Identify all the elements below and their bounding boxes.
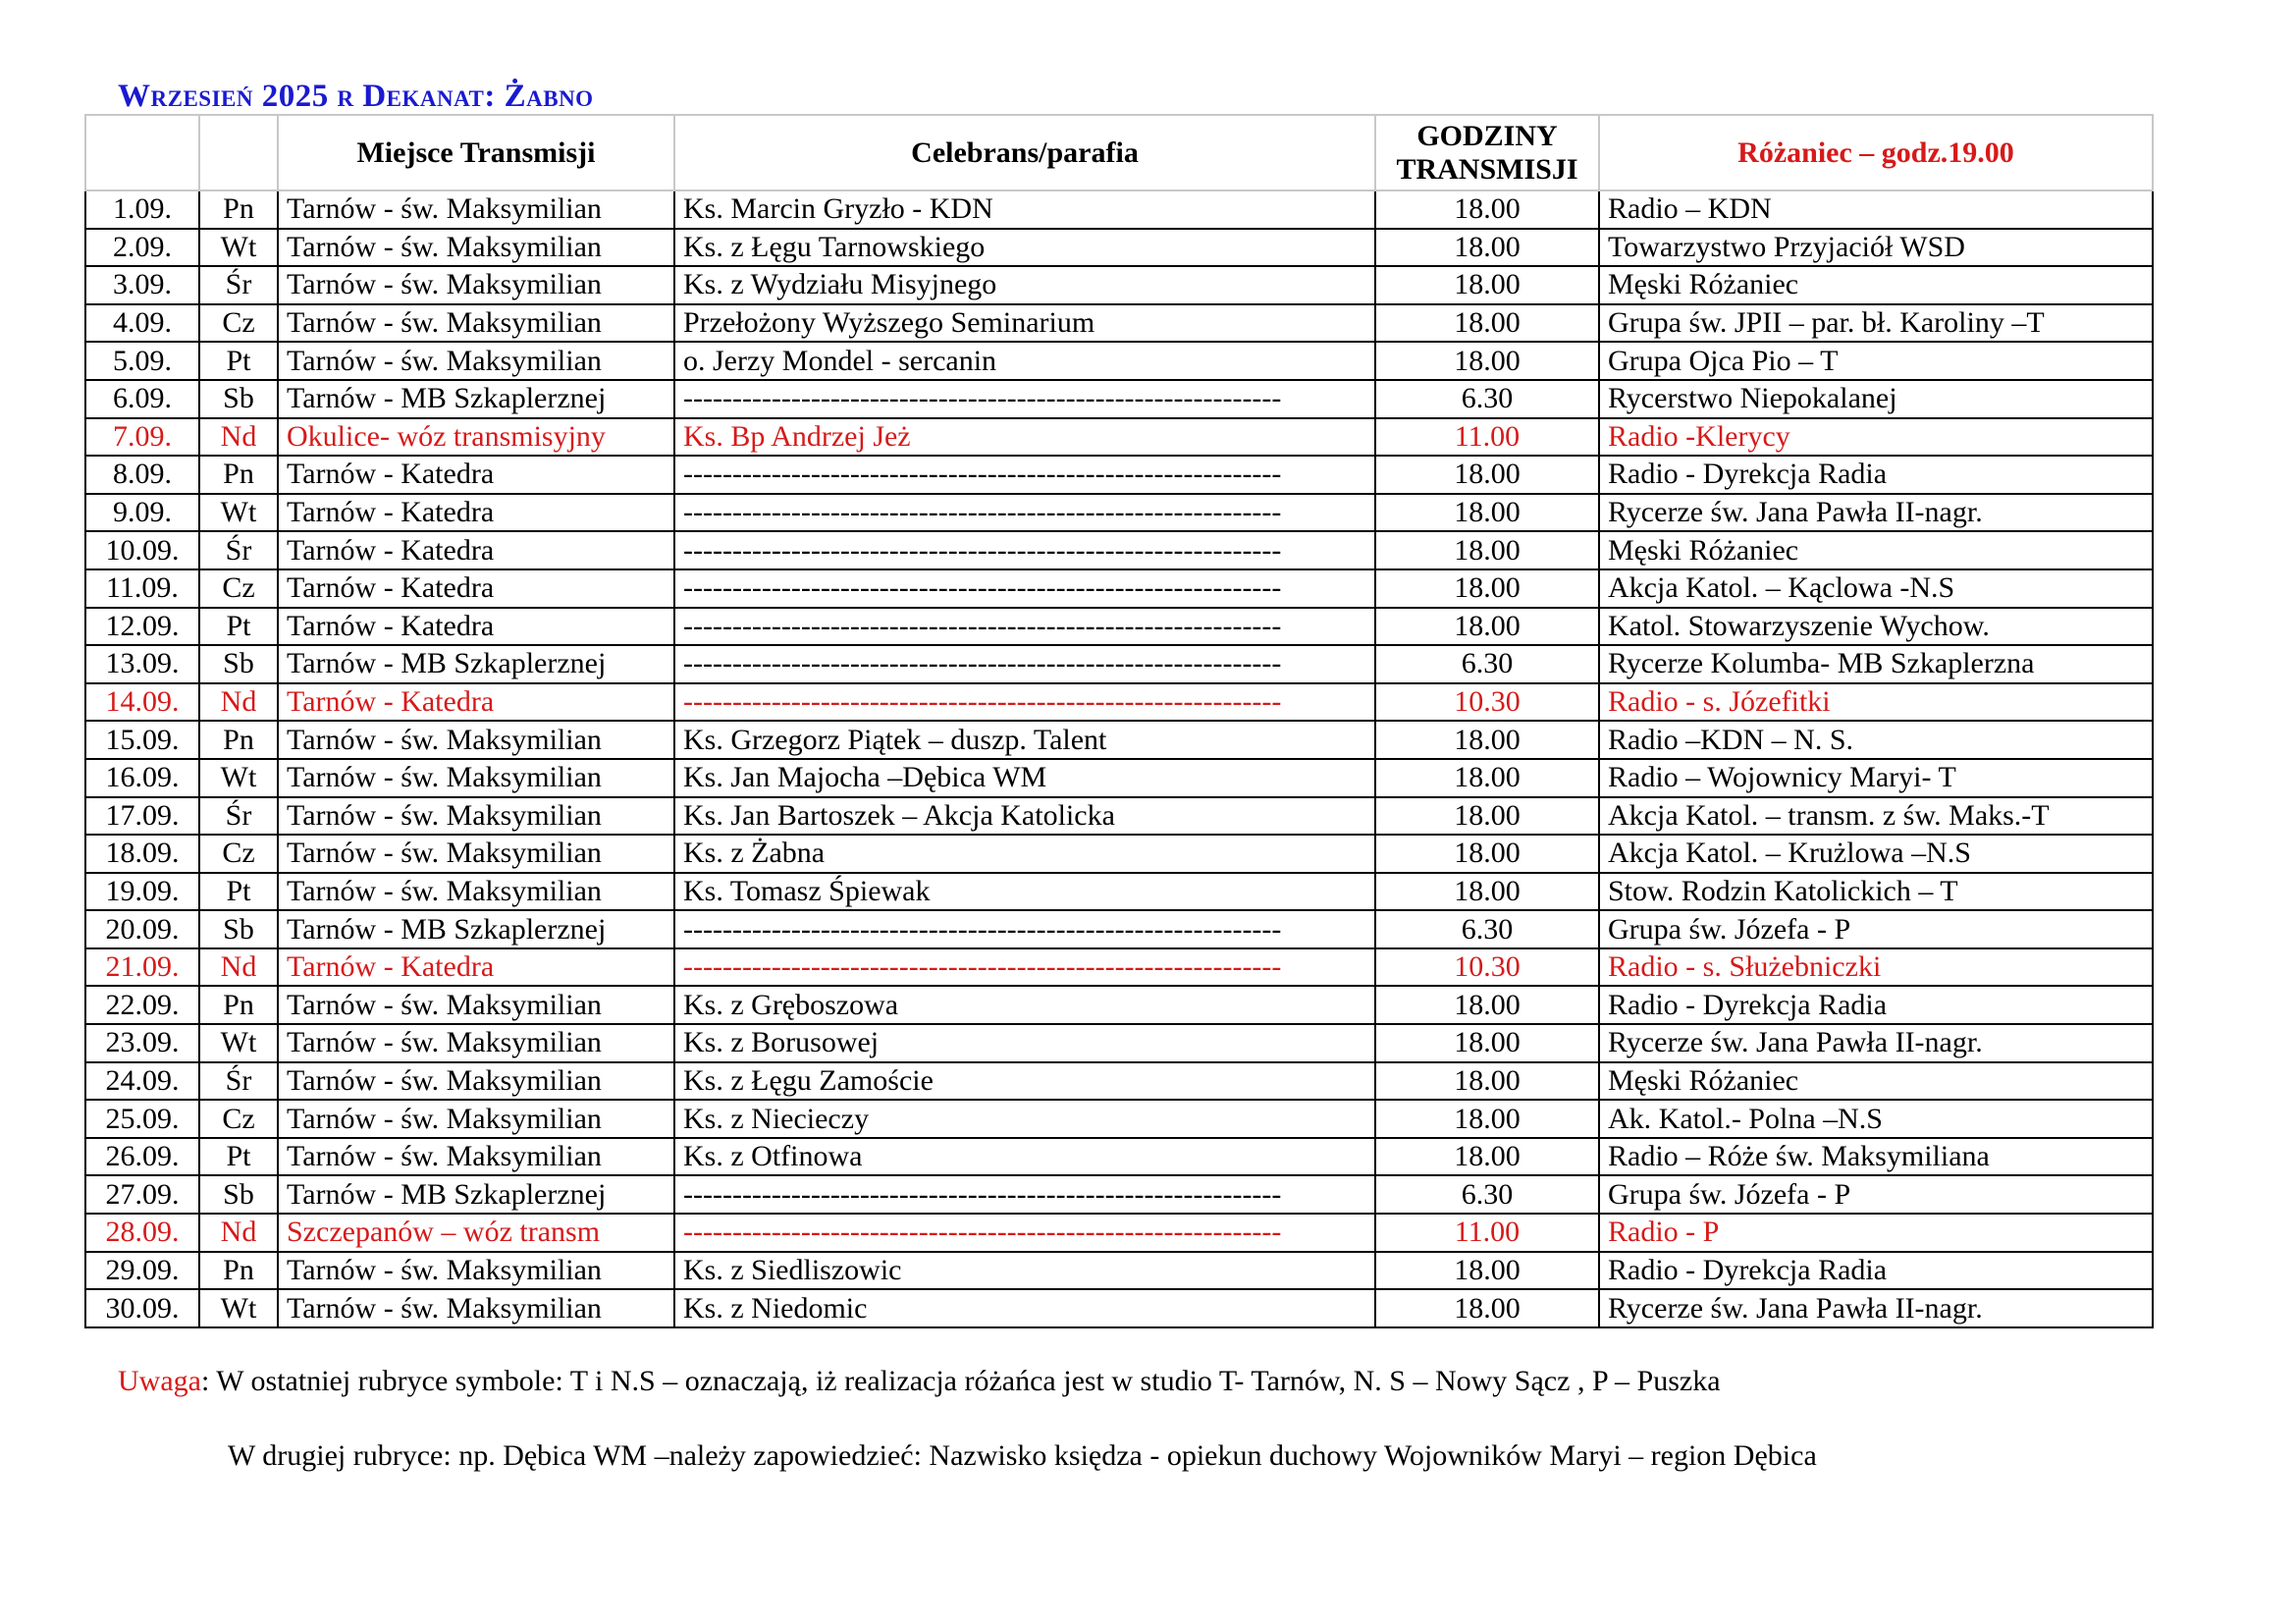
cell-day: Nd [199, 683, 278, 722]
cell-day: Nd [199, 418, 278, 457]
table-row [85, 380, 2153, 418]
cell-celebrant: ------------------------------------------------------------- [674, 531, 1375, 569]
cell-celebrant: Przełożony Wyższego Seminarium [674, 304, 1375, 343]
cell-rosary: Radio - s. Józefitki [1599, 683, 2153, 722]
cell-day: Sb [199, 645, 278, 683]
cell-time: 18.00 [1375, 835, 1599, 873]
cell-rosary: Ak. Katol.- Polna –N.S [1599, 1100, 2153, 1138]
table-row [85, 645, 2153, 683]
cell-time: 6.30 [1375, 1175, 1599, 1214]
page-title: Wrzesień 2025 r Dekanat: Żabno [118, 79, 594, 114]
cell-rosary: Rycerze św. Jana Pawła II-nagr. [1599, 1289, 2153, 1327]
cell-place: Tarnów - św. Maksymilian [278, 835, 674, 873]
cell-place: Tarnów - św. Maksymilian [278, 873, 674, 911]
cell-day: Pt [199, 608, 278, 646]
note-legend-text: : W ostatniej rubryce symbole: T i N.S – oznaczają, iż realizacja różańca jest w studio T- Tarnów, N. S – Nowy Sącz , P – Puszka [200, 1365, 1721, 1397]
cell-celebrant: ------------------------------------------------------------- [674, 608, 1375, 646]
cell-place: Tarnów - św. Maksymilian [278, 229, 674, 267]
cell-rosary: Radio - Dyrekcja Radia [1599, 1252, 2153, 1290]
table-row [85, 721, 2153, 759]
header-hours-line2: TRANSMISJI [1396, 152, 1578, 186]
cell-date: 1.09. [85, 190, 199, 229]
table-row [85, 683, 2153, 722]
cell-day: Sb [199, 380, 278, 418]
cell-time: 18.00 [1375, 986, 1599, 1024]
cell-date: 23.09. [85, 1024, 199, 1062]
cell-date: 28.09. [85, 1214, 199, 1252]
table-row [85, 342, 2153, 380]
note-second-column: W drugiej rubryce: np. Dębica WM –należy zapowiedzieć: Nazwisko księdza - opiekun duchowy Wojowników Maryi – region Dębica [228, 1439, 1817, 1472]
cell-place: Tarnów - Katedra [278, 683, 674, 722]
table-row [85, 910, 2153, 948]
cell-time: 18.00 [1375, 456, 1599, 494]
cell-celebrant: Ks. z Otfinowa [674, 1138, 1375, 1176]
header-hours [1375, 115, 1599, 190]
cell-date: 19.09. [85, 873, 199, 911]
cell-day: Nd [199, 948, 278, 987]
schedule-table [84, 114, 2154, 1328]
cell-celebrant: Ks. Bp Andrzej Jeż [674, 418, 1375, 457]
cell-date: 15.09. [85, 721, 199, 759]
cell-day: Cz [199, 569, 278, 608]
cell-date: 24.09. [85, 1062, 199, 1101]
cell-day: Pt [199, 873, 278, 911]
table-row [85, 759, 2153, 797]
cell-celebrant: Ks. z Niedomic [674, 1289, 1375, 1327]
cell-place: Tarnów - św. Maksymilian [278, 1252, 674, 1290]
cell-time: 18.00 [1375, 721, 1599, 759]
cell-celebrant: ------------------------------------------------------------- [674, 494, 1375, 532]
cell-day: Pt [199, 1138, 278, 1176]
cell-rosary: Radio – Wojownicy Maryi- T [1599, 759, 2153, 797]
cell-rosary: Rycerze św. Jana Pawła II-nagr. [1599, 494, 2153, 532]
cell-date: 14.09. [85, 683, 199, 722]
cell-celebrant: Ks. Grzegorz Piątek – duszp. Talent [674, 721, 1375, 759]
note-label: Uwaga [118, 1365, 201, 1397]
cell-celebrant: Ks. z Łęgu Tarnowskiego [674, 229, 1375, 267]
cell-time: 18.00 [1375, 1289, 1599, 1327]
cell-date: 26.09. [85, 1138, 199, 1176]
cell-rosary: Grupa św. Józefa - P [1599, 1175, 2153, 1214]
cell-day: Pn [199, 721, 278, 759]
cell-time: 18.00 [1375, 1138, 1599, 1176]
cell-celebrant: ------------------------------------------------------------- [674, 645, 1375, 683]
cell-rosary: Radio –KDN – N. S. [1599, 721, 2153, 759]
cell-date: 17.09. [85, 797, 199, 836]
cell-date: 29.09. [85, 1252, 199, 1290]
header-date [85, 115, 199, 190]
cell-place: Szczepanów – wóz transm [278, 1214, 674, 1252]
cell-date: 3.09. [85, 266, 199, 304]
cell-rosary: Grupa św. JPII – par. bł. Karoliny –T [1599, 304, 2153, 343]
cell-date: 21.09. [85, 948, 199, 987]
cell-date: 11.09. [85, 569, 199, 608]
cell-rosary: Katol. Stowarzyszenie Wychow. [1599, 608, 2153, 646]
table-row [85, 1289, 2153, 1327]
cell-time: 18.00 [1375, 1252, 1599, 1290]
cell-celebrant: ------------------------------------------------------------- [674, 380, 1375, 418]
table-row [85, 1024, 2153, 1062]
cell-place: Tarnów - św. Maksymilian [278, 1289, 674, 1327]
cell-place: Tarnów - św. Maksymilian [278, 190, 674, 229]
cell-date: 6.09. [85, 380, 199, 418]
cell-date: 18.09. [85, 835, 199, 873]
cell-date: 16.09. [85, 759, 199, 797]
cell-place: Tarnów - św. Maksymilian [278, 266, 674, 304]
cell-rosary: Radio - s. Służebniczki [1599, 948, 2153, 987]
cell-rosary: Radio - P [1599, 1214, 2153, 1252]
cell-place: Tarnów - św. Maksymilian [278, 759, 674, 797]
cell-place: Tarnów - MB Szkaplerznej [278, 645, 674, 683]
cell-day: Śr [199, 531, 278, 569]
table-row [85, 797, 2153, 836]
cell-place: Tarnów - Katedra [278, 948, 674, 987]
cell-celebrant: Ks. z Żabna [674, 835, 1375, 873]
table-row [85, 1214, 2153, 1252]
table-row [85, 1252, 2153, 1290]
cell-date: 13.09. [85, 645, 199, 683]
cell-rosary: Rycerstwo Niepokalanej [1599, 380, 2153, 418]
cell-time: 18.00 [1375, 229, 1599, 267]
table-row [85, 1175, 2153, 1214]
cell-celebrant: Ks. Jan Majocha –Dębica WM [674, 759, 1375, 797]
cell-celebrant: ------------------------------------------------------------- [674, 910, 1375, 948]
cell-time: 18.00 [1375, 266, 1599, 304]
cell-rosary: Rycerze Kolumba- MB Szkaplerzna [1599, 645, 2153, 683]
cell-time: 18.00 [1375, 797, 1599, 836]
cell-time: 6.30 [1375, 910, 1599, 948]
cell-place: Tarnów - Katedra [278, 494, 674, 532]
table-body [85, 190, 2153, 1327]
cell-time: 11.00 [1375, 1214, 1599, 1252]
cell-place: Tarnów - Katedra [278, 456, 674, 494]
cell-celebrant: Ks. z Gręboszowa [674, 986, 1375, 1024]
cell-date: 9.09. [85, 494, 199, 532]
cell-time: 18.00 [1375, 873, 1599, 911]
cell-date: 20.09. [85, 910, 199, 948]
cell-time: 10.30 [1375, 683, 1599, 722]
cell-date: 8.09. [85, 456, 199, 494]
table-row [85, 569, 2153, 608]
cell-place: Tarnów - św. Maksymilian [278, 797, 674, 836]
table-header-row [85, 115, 2153, 190]
table-row [85, 986, 2153, 1024]
note-legend [118, 1365, 1721, 1398]
cell-rosary: Radio - Dyrekcja Radia [1599, 456, 2153, 494]
cell-date: 5.09. [85, 342, 199, 380]
cell-day: Śr [199, 1062, 278, 1101]
cell-celebrant: Ks. Jan Bartoszek – Akcja Katolicka [674, 797, 1375, 836]
cell-celebrant: o. Jerzy Mondel - sercanin [674, 342, 1375, 380]
cell-date: 10.09. [85, 531, 199, 569]
cell-day: Wt [199, 759, 278, 797]
cell-place: Tarnów - św. Maksymilian [278, 1100, 674, 1138]
cell-day: Cz [199, 835, 278, 873]
cell-place: Tarnów - św. Maksymilian [278, 1024, 674, 1062]
cell-time: 11.00 [1375, 418, 1599, 457]
cell-celebrant: Ks. Tomasz Śpiewak [674, 873, 1375, 911]
cell-day: Wt [199, 494, 278, 532]
table-row [85, 266, 2153, 304]
cell-place: Tarnów - św. Maksymilian [278, 1062, 674, 1101]
cell-rosary: Grupa Ojca Pio – T [1599, 342, 2153, 380]
cell-day: Pt [199, 342, 278, 380]
cell-celebrant: ------------------------------------------------------------- [674, 456, 1375, 494]
cell-time: 18.00 [1375, 569, 1599, 608]
table-row [85, 835, 2153, 873]
table-row [85, 304, 2153, 343]
cell-day: Śr [199, 797, 278, 836]
cell-place: Tarnów - MB Szkaplerznej [278, 380, 674, 418]
cell-place: Tarnów - Katedra [278, 608, 674, 646]
cell-rosary: Męski Różaniec [1599, 266, 2153, 304]
cell-rosary: Rycerze św. Jana Pawła II-nagr. [1599, 1024, 2153, 1062]
table-row [85, 608, 2153, 646]
cell-place: Okulice- wóz transmisyjny [278, 418, 674, 457]
cell-time: 18.00 [1375, 190, 1599, 229]
cell-date: 4.09. [85, 304, 199, 343]
cell-celebrant: Ks. Marcin Gryzło - KDN [674, 190, 1375, 229]
cell-rosary: Akcja Katol. – transm. z św. Maks.-T [1599, 797, 2153, 836]
cell-date: 25.09. [85, 1100, 199, 1138]
cell-time: 18.00 [1375, 1062, 1599, 1101]
cell-place: Tarnów - św. Maksymilian [278, 1138, 674, 1176]
table-row [85, 229, 2153, 267]
cell-celebrant: Ks. z Niecieczy [674, 1100, 1375, 1138]
header-place: Miejsce Transmisji [278, 115, 674, 190]
cell-day: Pn [199, 456, 278, 494]
cell-place: Tarnów - Katedra [278, 569, 674, 608]
cell-rosary: Radio - Dyrekcja Radia [1599, 986, 2153, 1024]
cell-time: 18.00 [1375, 304, 1599, 343]
cell-celebrant: ------------------------------------------------------------- [674, 1175, 1375, 1214]
cell-rosary: Akcja Katol. – Kąclowa -N.S [1599, 569, 2153, 608]
cell-celebrant: Ks. z Łęgu Zamoście [674, 1062, 1375, 1101]
table-row [85, 190, 2153, 229]
cell-day: Wt [199, 229, 278, 267]
cell-date: 12.09. [85, 608, 199, 646]
cell-day: Pn [199, 190, 278, 229]
table-row [85, 494, 2153, 532]
table-row [85, 1138, 2153, 1176]
cell-celebrant: ------------------------------------------------------------- [674, 683, 1375, 722]
header-celebrant: Celebrans/parafia [674, 115, 1375, 190]
cell-rosary: Męski Różaniec [1599, 1062, 2153, 1101]
cell-day: Cz [199, 304, 278, 343]
cell-time: 18.00 [1375, 342, 1599, 380]
cell-day: Cz [199, 1100, 278, 1138]
cell-place: Tarnów - św. Maksymilian [278, 304, 674, 343]
cell-date: 2.09. [85, 229, 199, 267]
table-row [85, 1100, 2153, 1138]
cell-celebrant: Ks. z Borusowej [674, 1024, 1375, 1062]
cell-day: Wt [199, 1024, 278, 1062]
cell-day: Pn [199, 1252, 278, 1290]
cell-time: 10.30 [1375, 948, 1599, 987]
cell-place: Tarnów - św. Maksymilian [278, 721, 674, 759]
cell-time: 18.00 [1375, 608, 1599, 646]
cell-rosary: Towarzystwo Przyjaciół WSD [1599, 229, 2153, 267]
cell-time: 18.00 [1375, 531, 1599, 569]
cell-celebrant: ------------------------------------------------------------- [674, 569, 1375, 608]
cell-day: Śr [199, 266, 278, 304]
cell-date: 30.09. [85, 1289, 199, 1327]
cell-time: 18.00 [1375, 1100, 1599, 1138]
cell-time: 6.30 [1375, 380, 1599, 418]
cell-day: Pn [199, 986, 278, 1024]
table-row [85, 1062, 2153, 1101]
header-day [199, 115, 278, 190]
table-row [85, 531, 2153, 569]
cell-place: Tarnów - Katedra [278, 531, 674, 569]
cell-date: 7.09. [85, 418, 199, 457]
cell-rosary: Akcja Katol. – Krużlowa –N.S [1599, 835, 2153, 873]
cell-place: Tarnów - MB Szkaplerznej [278, 910, 674, 948]
cell-rosary: Stow. Rodzin Katolickich – T [1599, 873, 2153, 911]
cell-celebrant: Ks. z Wydziału Misyjnego [674, 266, 1375, 304]
header-hours-line1: GODZINY [1416, 119, 1558, 152]
cell-time: 18.00 [1375, 759, 1599, 797]
table-row [85, 418, 2153, 457]
cell-time: 6.30 [1375, 645, 1599, 683]
cell-celebrant: ------------------------------------------------------------- [674, 1214, 1375, 1252]
cell-rosary: Grupa św. Józefa - P [1599, 910, 2153, 948]
cell-time: 18.00 [1375, 494, 1599, 532]
table-row [85, 873, 2153, 911]
cell-rosary: Radio -Klerycy [1599, 418, 2153, 457]
cell-place: Tarnów - św. Maksymilian [278, 342, 674, 380]
cell-rosary: Radio – KDN [1599, 190, 2153, 229]
cell-day: Sb [199, 1175, 278, 1214]
table-row [85, 948, 2153, 987]
cell-day: Wt [199, 1289, 278, 1327]
cell-day: Sb [199, 910, 278, 948]
cell-rosary: Radio – Róże św. Maksymiliana [1599, 1138, 2153, 1176]
header-rosary: Różaniec – godz.19.00 [1599, 115, 2153, 190]
cell-date: 27.09. [85, 1175, 199, 1214]
cell-place: Tarnów - św. Maksymilian [278, 986, 674, 1024]
cell-time: 18.00 [1375, 1024, 1599, 1062]
cell-rosary: Męski Różaniec [1599, 531, 2153, 569]
cell-celebrant: ------------------------------------------------------------- [674, 948, 1375, 987]
cell-date: 22.09. [85, 986, 199, 1024]
cell-place: Tarnów - MB Szkaplerznej [278, 1175, 674, 1214]
table-row [85, 456, 2153, 494]
cell-day: Nd [199, 1214, 278, 1252]
cell-celebrant: Ks. z Siedliszowic [674, 1252, 1375, 1290]
